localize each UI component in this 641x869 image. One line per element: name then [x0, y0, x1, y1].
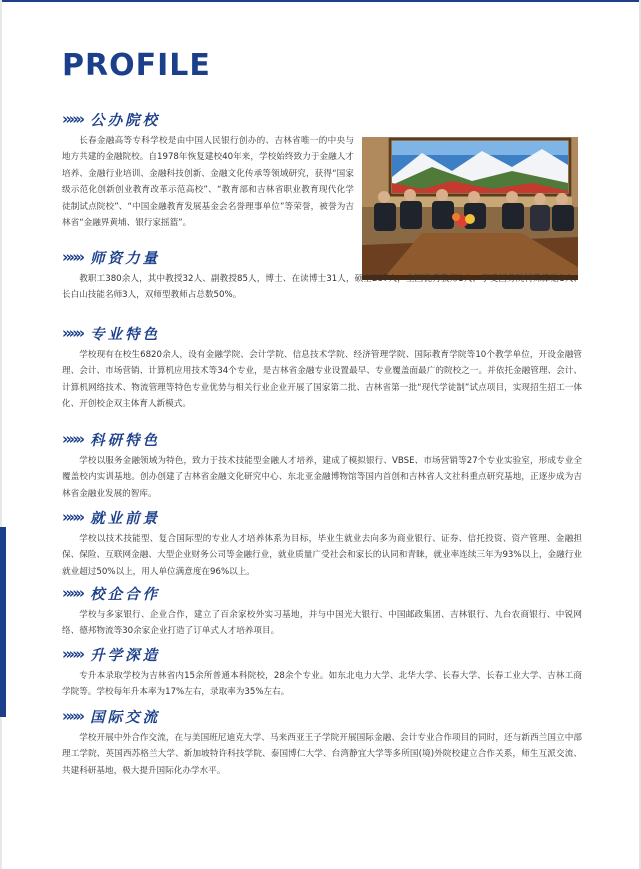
- page-top-border: [0, 0, 641, 2]
- section-title: 国际交流: [90, 708, 161, 726]
- section-body: 学校以技术技能型、复合国际型的专业人才培养体系为目标，毕业生就业去向多为商业银行、证券、信托投资、资产管理、金融担保、保险、互联网金融、大型企业财务公司等金融行业，就业质量广受社会和家长的认同和青睐，就业率连续三年为93%以上，金融行业就业超过50%以上，用人单位满意度在96%以上。: [62, 534, 582, 577]
- chevron-right-icon: »»»: [62, 324, 83, 342]
- section-body: 学校开展中外合作交流，在与美国班尼迪克大学、马来西亚王子学院开展国际金融、会计专业合作项目的同时，还与新西兰国立中部理工学院、英国西苏格兰大学、新加坡特许科技学院、泰国博仁大学、台湾静宜大学等多所国(境)外院校建立合作关系，师生互派交流、共建科研基地，极大提升国际化办学水平。: [62, 733, 582, 776]
- section-title: 就业前景: [90, 509, 161, 527]
- section-employment: [62, 506, 582, 580]
- section-body: 专升本录取学校为吉林省内15余所普通本科院校，28余个专业。如东北电力大学、北华大学、长春大学、长春工业大学、吉林工商学院等。学校每年升本率为17%左右，录取率为35%左右。: [62, 671, 582, 698]
- section-international: [62, 705, 582, 779]
- chevron-right-icon: »»»: [62, 430, 83, 448]
- chevron-right-icon: »»»: [62, 508, 83, 526]
- chevron-right-icon: »»»: [62, 584, 83, 602]
- section-title: 师资力量: [90, 249, 161, 267]
- section-body: 学校以服务金融领域为特色，致力于技术技能型金融人才培养，建成了模拟银行、VBSE、市场营销等27个专业实验室，形成专业全覆盖校内实训基地。创办创建了吉林省金融文化研究中心、东北亚金融博物馆等国内首创和吉林省人文社科重点研究基地，正逐步成为吉林省金融业发展的智库。: [62, 456, 582, 499]
- section-further-study: [62, 643, 582, 701]
- chevron-right-icon: »»»: [62, 248, 83, 266]
- chevron-right-icon: »»»: [62, 645, 83, 663]
- section-title: 校企合作: [90, 585, 161, 603]
- section-title: 升学深造: [90, 646, 161, 664]
- section-cooperation: [62, 582, 582, 640]
- side-accent-bar: [0, 527, 6, 717]
- section-research: [62, 428, 582, 502]
- section-title: 专业特色: [90, 325, 161, 343]
- section-title: 公办院校: [90, 111, 161, 129]
- chevron-right-icon: »»»: [62, 707, 83, 725]
- section-faculty: [62, 246, 582, 304]
- page-title: PROFILE: [62, 48, 211, 83]
- chevron-right-icon: »»»: [62, 110, 83, 128]
- section-majors: [62, 322, 582, 413]
- section-title: 科研特色: [90, 431, 161, 449]
- page-left-border: [0, 0, 2, 869]
- section-body: 教职工380余人，其中教授32人、副教授85人，博士、在读博士31人，硕士287人，全国优秀教师1人、享受国务院特殊津贴1人、长白山技能名师3人，双师型教师占总数50%。: [62, 274, 582, 301]
- section-body: 长春金融高等专科学校是由中国人民银行创办的、吉林省唯一的中央与地方共建的金融院校。自1978年恢复建校40年来，学校始终致力于金融人才培养、金融行业培训、金融科技创新、金融文化传承等领域研究，获得“国家级示范化创新创业教育改革示范高校”、“教育部和吉林省职业教育现代化学徒制试点院校”、“中国金融教育发展基金会名誉理事单位”等荣誉，被誉为吉林省“金融界黄埔、银行家摇篮”。: [62, 136, 354, 229]
- section-body: 学校与多家银行、企业合作，建立了百余家校外实习基地，并与中国光大银行、中国邮政集团、吉林银行、九台农商银行、中锐网络、德邦物流等30余家企业打造了订单式人才培养项目。: [62, 610, 582, 637]
- section-body: 学校现有在校生6820余人，设有金融学院、会计学院、信息技术学院、经济管理学院、国际教育学院等10个教学单位，开设金融管理、会计、市场营销、计算机应用技术等34个专业，是吉林省金融专业设置最早、专业覆盖面最广的院校之一。并依托金融管理、会计、计算机网络技术、物流管理等特色专业优势与相关行业企业开展了国家第二批、吉林省第一批“现代学徒制”试点项目，实现招生招工一体化、开创校企双主体育人新模式。: [62, 350, 582, 410]
- section-public-school: [62, 108, 582, 231]
